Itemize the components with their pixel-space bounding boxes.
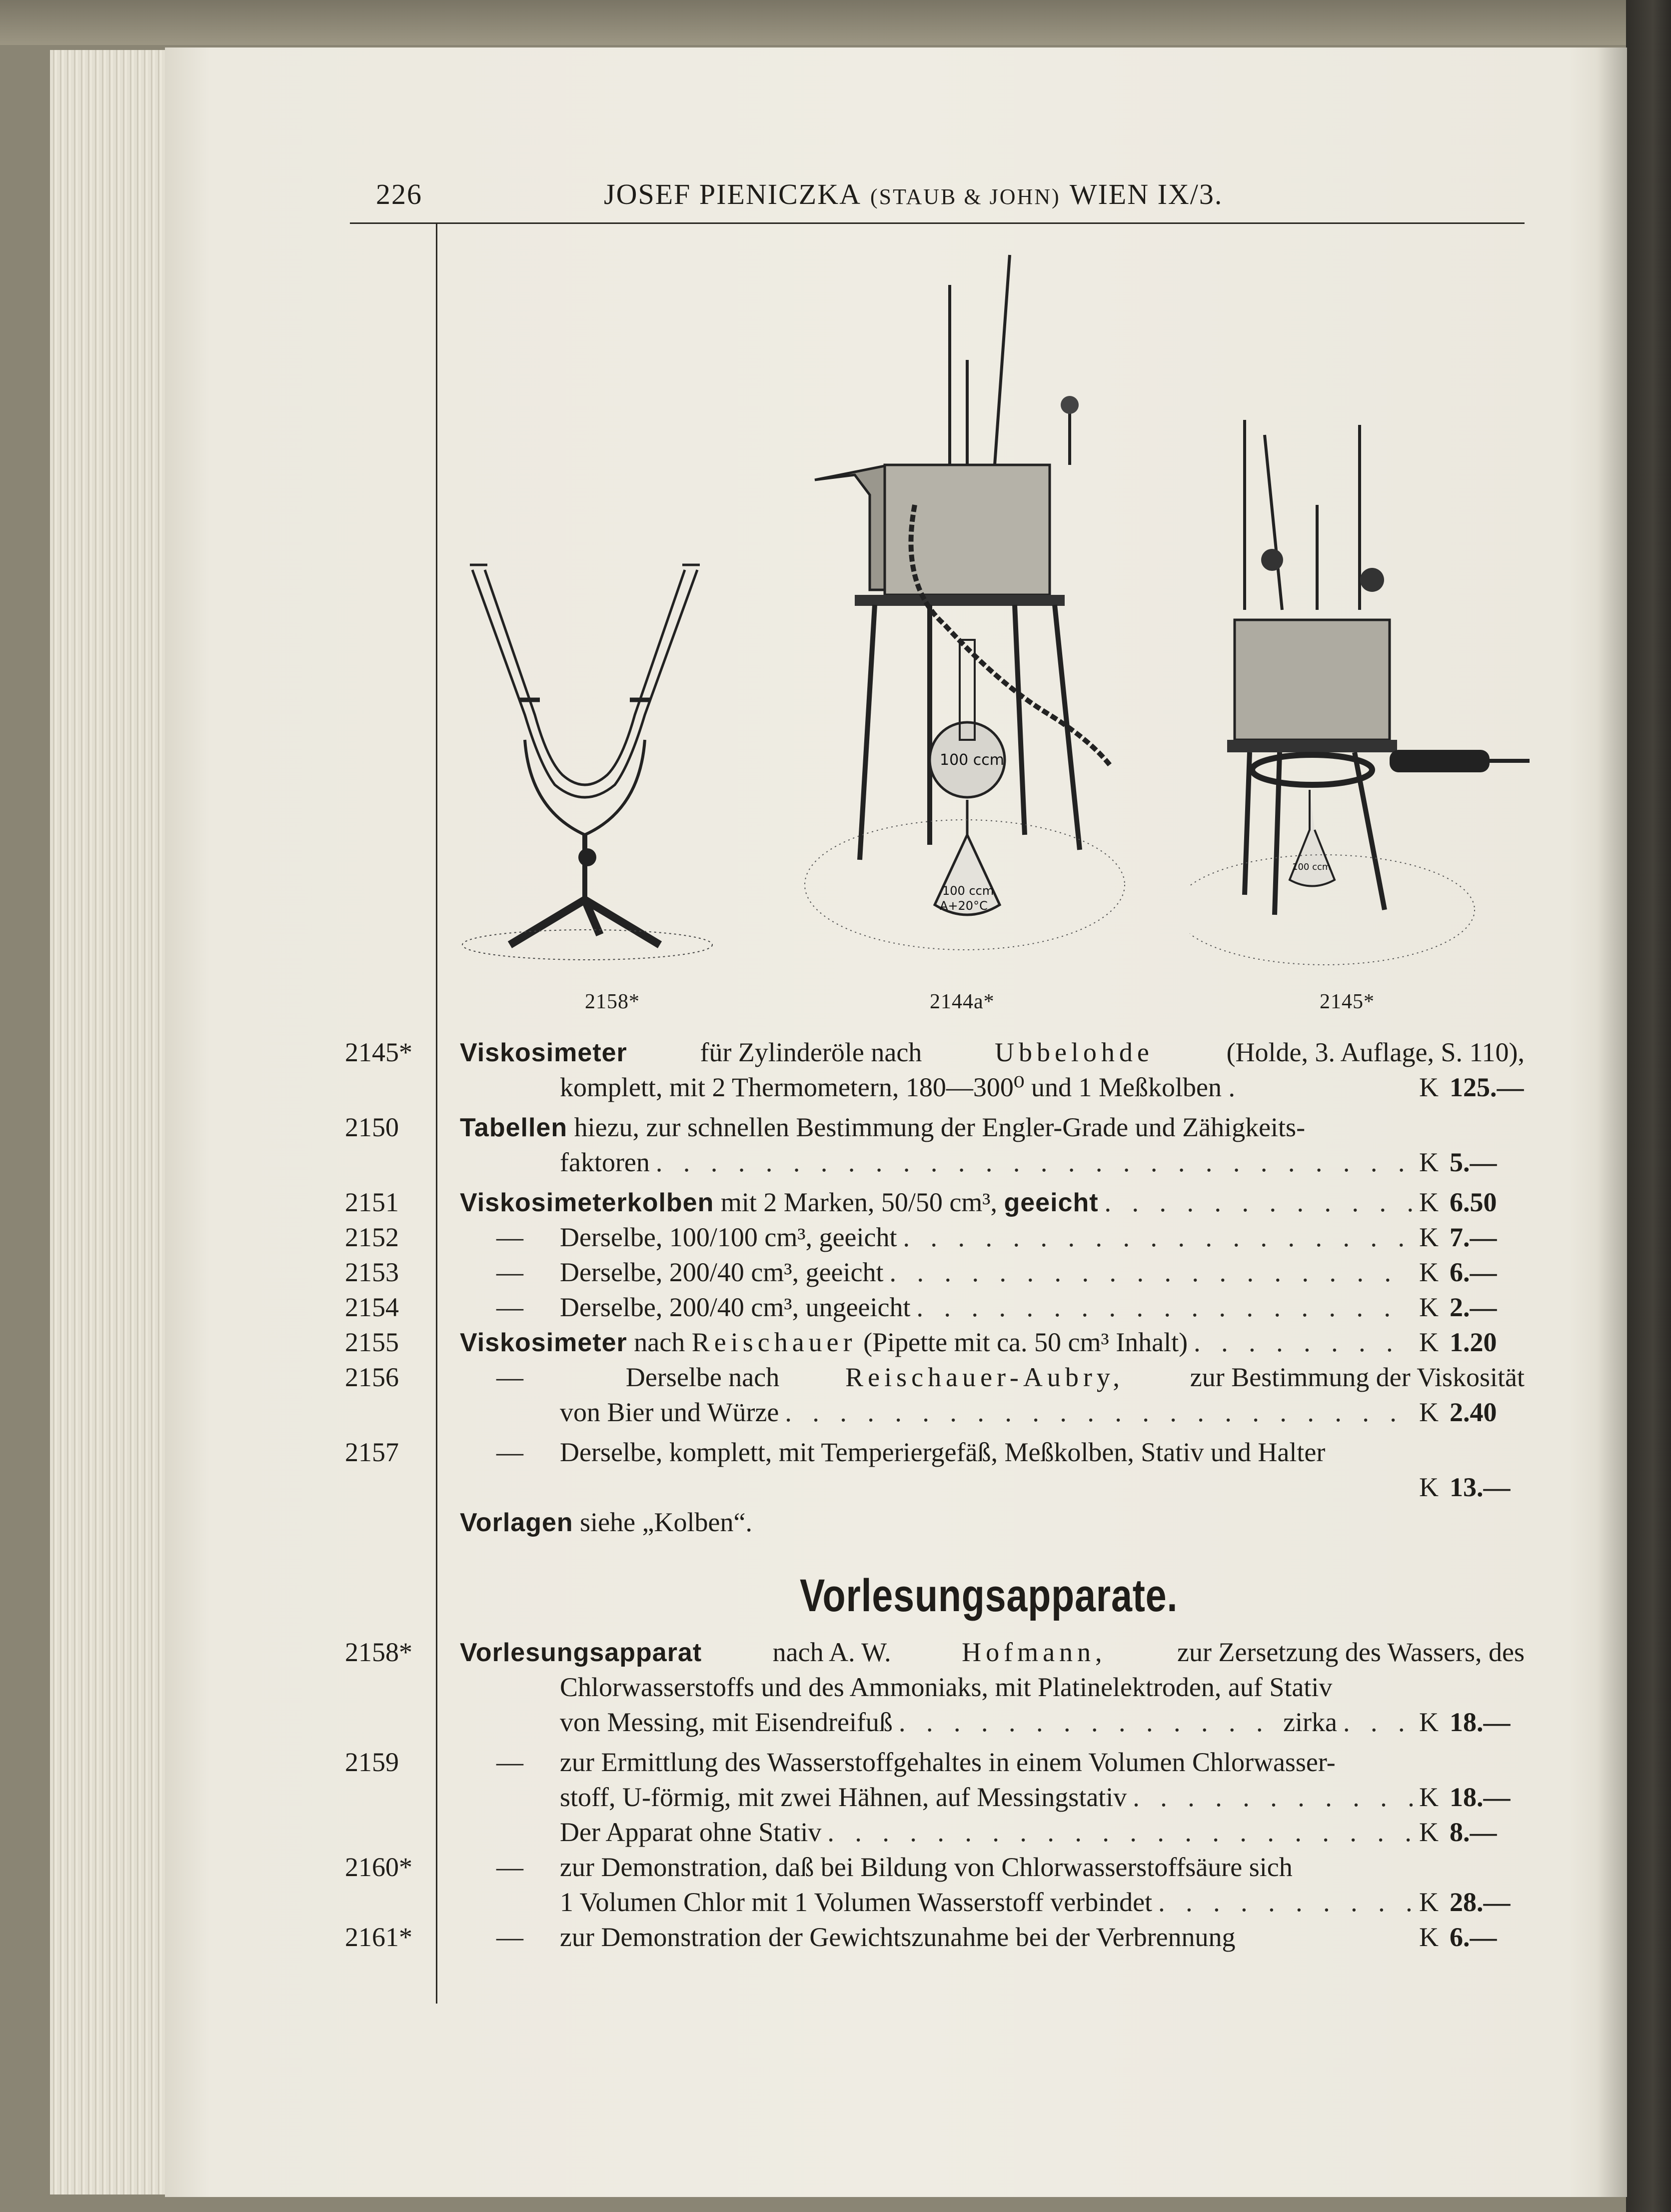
item-number: 2161* [345, 1922, 412, 1952]
figure-ubbelohde-viscometer [1190, 410, 1550, 980]
item-number: 2145* [345, 1037, 412, 1067]
entry-2159-line2: stoff, U-förmig, mit zwei Hähnen, auf Messingstativ . . . K 18.— [560, 1780, 1525, 1815]
entry-2160-line2: 1 Volumen Chlor mit 1 Volumen Wasserstoff verbindet . . . K 28.— [560, 1885, 1525, 1920]
book-cover-right [1626, 0, 1671, 2212]
item-number: 2160* [345, 1852, 412, 1882]
flask-label-c: A+20°C [940, 899, 988, 913]
item-number: 2154 [345, 1292, 399, 1322]
entry-2157-line1: — Derselbe, komplett, mit Temperiergefäß, Meßkolben, Stativ und Halter [496, 1437, 1326, 1467]
entry-2145-line1: Viskosimeter für Zylinderöle nach Ubbelohde (Holde, 3. Auflage, S. 110), [460, 1037, 1525, 1067]
header-rule [350, 222, 1525, 224]
entry-2156-line2: von Bier und Würze . . . K 2.40 [560, 1395, 1525, 1430]
entry-2159-line1: — zur Ermittlung des Wasserstoffgehaltes in einem Volumen Chlorwasser- [496, 1747, 1336, 1777]
vorlagen-reference: Vorlagen siehe „Kolben“. [460, 1507, 752, 1537]
entry-2158-line3: von Messing, mit Eisendreifuß . . . zirka . . . K 18.— [560, 1705, 1525, 1740]
flask-label-b: 100 ccm [942, 884, 994, 898]
column-rule [436, 224, 437, 2004]
item-number: 2159 [345, 1747, 399, 1777]
item-number: 2151 [345, 1187, 399, 1217]
book-cover-top [0, 0, 1671, 45]
item-number: 2153 [345, 1257, 399, 1287]
entry-2161: — zur Demonstration der Gewichtszunahme bei der Verbrennung K 6.— [496, 1922, 1497, 1952]
page-stack-edges [50, 50, 170, 2195]
entry-2152: — Derselbe, 100/100 cm³, geeicht . . . K 7.— [460, 1220, 1525, 1255]
item-number: 2156 [345, 1362, 399, 1392]
item-number: 2152 [345, 1222, 399, 1252]
header-company-paren: (STAUB & JOHN) [870, 184, 1061, 209]
header-company: JOSEF PIENICZKA [604, 178, 861, 210]
flask-label-a: 100 ccm [940, 751, 1005, 769]
entry-2158-line1: Vorlesungsapparat nach A. W. Hofmann, zur Zersetzung des Wassers, des [460, 1637, 1525, 1667]
figure-label-2144a: 2144a* [930, 990, 995, 1013]
figure-label-2145: 2145* [1320, 990, 1375, 1013]
figure-viscometer-bath [790, 245, 1140, 985]
entry-2160-line1: — zur Demonstration, daß bei Bildung von Chlorwasserstoffsäure sich [496, 1852, 1293, 1882]
item-number: 2158* [345, 1637, 412, 1667]
entry-2145-line2: komplett, mit 2 Thermometern, 180—300⁰ und 1 Meßkolben . K 125.— [560, 1072, 1524, 1102]
figure-u-tube-apparatus [450, 550, 760, 975]
entry-2157-line2: K 13.— [1419, 1472, 1511, 1502]
figure-label-2158: 2158* [585, 990, 640, 1013]
flask-label-d: 100 ccm [1292, 862, 1331, 872]
item-number: 2155 [345, 1327, 399, 1357]
entry-2158-line2: Chlorwasserstoffs und des Ammoniaks, mit Platinelektroden, auf Stativ [560, 1672, 1333, 1702]
entry-2150-line1: Tabellen hiezu, zur schnellen Bestimmung der Engler-Grade und Zähigkeits- [460, 1112, 1306, 1142]
page-header-title [604, 177, 1314, 211]
section-title: Vorlesungsapparate. [800, 1570, 1178, 1621]
entry-2154: — Derselbe, 200/40 cm³, ungeeicht . . . K 2.— [460, 1290, 1525, 1325]
page-number: 226 [376, 178, 422, 210]
item-number: 2150 [345, 1112, 399, 1142]
entry-2150-line2: faktoren . . . K 5.— [560, 1145, 1525, 1180]
header-city: WIEN IX/3. [1069, 178, 1223, 210]
entry-2155: Viskosimeter nach Reischauer (Pipette mit ca. 50 cm³ Inhalt) . . . K 1.20 [460, 1325, 1525, 1360]
item-number: 2157 [345, 1437, 399, 1467]
entry-2151: Viskosimeterkolben mit 2 Marken, 50/50 cm³, geeicht . . . K 6.50 [460, 1185, 1525, 1220]
entry-2153: — Derselbe, 200/40 cm³, geeicht . . . K 6.— [460, 1255, 1525, 1290]
entry-2156-line1: — Derselbe nach Reischauer-Aubry, zur Bestimmung der Viskosität [496, 1362, 1525, 1392]
entry-2159-line3: Der Apparat ohne Stativ . . . K 8.— [560, 1815, 1525, 1850]
